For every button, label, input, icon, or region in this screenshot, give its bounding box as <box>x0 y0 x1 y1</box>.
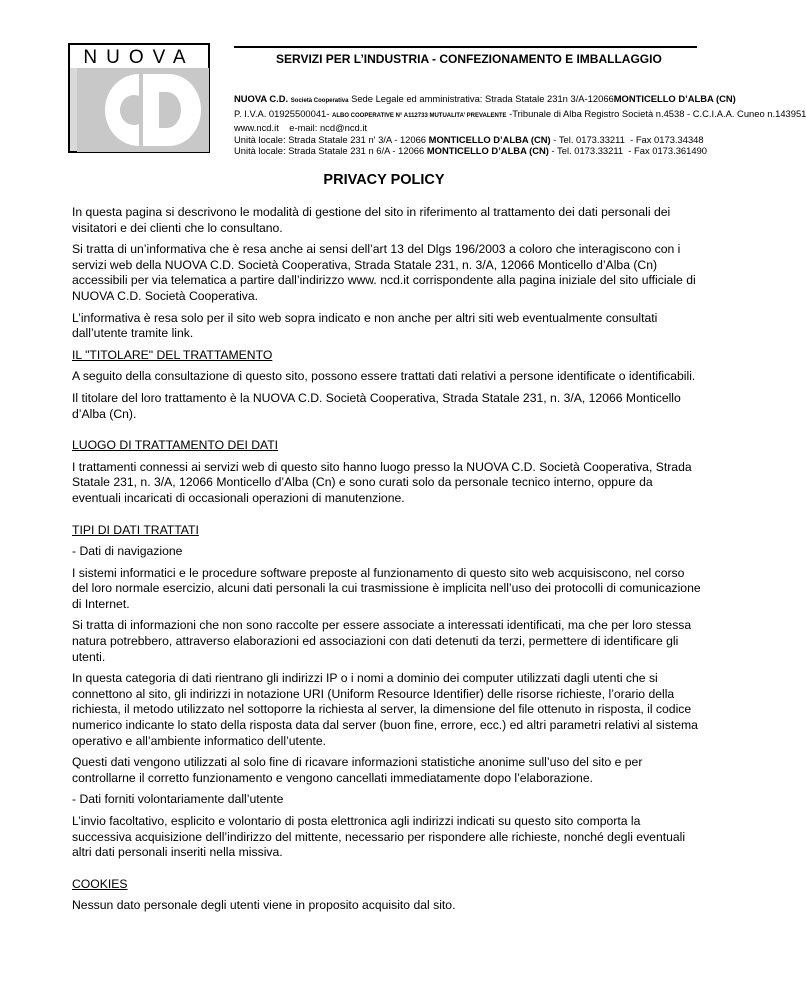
header-rule <box>234 46 697 48</box>
tipi-paragraph-4: Questi dati vengono utilizzati al solo fine di ricavare informazioni statistiche anonime sull’uso del sito e per controllarne il corretto funzionamento e vengono cancellati immediatamente dopo l’elaborazione. <box>72 755 643 785</box>
piva: P. I.V.A. 01925500041- <box>234 107 330 119</box>
logo-text: NUOVA <box>83 47 195 68</box>
albo: ALBO COOPERATIVE N° A112733 MUTUALITA’ PREVALENTE <box>332 112 507 119</box>
email: e-mail: ncd@ncd.it <box>289 122 368 134</box>
titolare-paragraph-1: A seguito della consultazione di questo sito, possono essere trattati dati relativi a persone identificate o identificabili. <box>72 369 696 384</box>
unit1-city: MONTICELLO D’ALBA (CN) <box>428 133 551 145</box>
sede-line: Sede Legale ed amministrativa: Strada Statale 231n 3/A-12066 <box>351 93 614 104</box>
tribunale: -Tribunale di Alba Registro Società n.4538 - C.C.I.A.A. Cuneo n.143951 <box>509 107 806 119</box>
unit2-tel: - Tel. 0173.33211 <box>551 145 624 157</box>
company-info <box>234 93 806 157</box>
unit1-fax: - Fax 0173.34348 <box>630 133 704 145</box>
heading-cookies: COOKIES <box>72 876 128 891</box>
heading-luogo: LUOGO DI TRATTAMENTO DEI DATI <box>72 438 279 453</box>
tipi-paragraph-2: Si tratta di informazioni che non sono raccolte per essere associate a interessati identificati, ma che per loro stessa natura potrebbero, attraverso elaborazioni ed associazioni con dati detenuti da terzi, permettere di identificare gli utenti. <box>72 618 692 664</box>
unit2-city: MONTICELLO D’ALBA (CN) <box>426 145 549 157</box>
page-title: PRIVACY POLICY <box>323 172 445 188</box>
sede-city: MONTICELLO D’ALBA (CN) <box>613 93 736 104</box>
intro-paragraph-1: In questa pagina si descrivono le modalità di gestione del sito in riferimento al trattamento dei dati personali dei visitatori e dei clienti che lo consultano. <box>72 205 671 235</box>
header-title: SERVIZI PER L’INDUSTRIA - CONFEZIONAMENTO E IMBALLAGGIO <box>276 52 662 66</box>
cookies-paragraph: Nessun dato personale degli utenti viene in proposito acquisito dal sito. <box>72 898 456 913</box>
website: www.ncd.it <box>234 122 279 134</box>
unit2-address: Unità locale: Strada Statale 231 n 6/A - 12066 <box>234 145 425 157</box>
tipi-paragraph-5: L’invio facoltativo, esplicito e volontario di posta elettronica agli indirizzi indicati su questo sito comporta la successiva acquisizione dell’indirizzo del mittente, necessario per rispondere alle richieste, nonché degli eventuali altri dati personali inseriti nella missiva. <box>72 814 686 860</box>
unit2-fax: - Fax 0173.361490 <box>628 145 708 157</box>
intro-paragraph-2: Si tratta di un’informativa che è resa anche ai sensi dell’art 13 del Dlgs 196/2003 a coloro che interagiscono con i servizi web della NUOVA C.D. Società Cooperativa, Strada Statale 231, n. 3/A, 12066 Monticello d’Alba (Cn) accessibili per via telematica a partire dall’indirizzo www. ncd.it corrispondente alla pagina iniziale del sito ufficiale di NUOVA C.D. Società Cooperativa. <box>72 242 696 303</box>
titolare-paragraph-2: Il titolare del loro trattamento è la NUOVA C.D. Società Cooperativa, Strada Statale 231, n. 3/A, 12066 Monticello d’Alba (Cn). <box>72 390 681 421</box>
tipi-subheading-2: - Dati forniti volontariamente dall’utente <box>72 792 284 807</box>
tipi-paragraph-1: I sistemi informatici e le procedure software preposte al funzionamento di questo sito web acquisiscono, nel corso del loro normale esercizio, alcuni dati personali la cui trasmissione è implicita nell’uso dei protocolli di comunicazione di Internet. <box>72 565 701 611</box>
unit1-tel: - Tel. 0173.33211 <box>553 133 625 145</box>
tipi-paragraph-3: In questa categoria di dati rientrano gli indirizzi IP o i nomi a dominio dei computer utilizzati dagli utenti che si connettono al sito, gli indirizzi in notazione URI (Uniform Resource Identifier) delle risorse richieste, l’orario della richiesta, il metodo utilizzato nel sottoporre la richiesta al server, la dimensione del file ottenuto in risposta, il codice numerico indicante lo stato della risposta data dal server (buon fine, errore, ecc.) ed altri parametri relativi al sistema operativo e all’ambiente informatico dell’utente. <box>72 671 698 748</box>
heading-titolare: IL "TITOLARE" DEL TRATTAMENTO <box>72 347 273 362</box>
company-logo <box>69 44 209 152</box>
unit1-address: Unità locale: Strada Statale 231 n' 3/A - 12066 <box>234 133 427 145</box>
tipi-subheading-1: - Dati di navigazione <box>72 544 183 559</box>
luogo-paragraph: I trattamenti connessi ai servizi web di questo sito hanno luogo presso la NUOVA C.D. Società Cooperativa, Strada Statale 231, n. 3/A, 12066 Monticello d’Alba (Cn) e sono curati solo da personale tecnico interno, oppure da eventuali incaricati di occasionali operazioni di manutenzione. <box>72 459 692 505</box>
company-type: Società Cooperativa <box>290 98 349 104</box>
company-name: NUOVA C.D. <box>234 93 289 104</box>
intro-paragraph-3: L’informativa è resa solo per il sito web sopra indicato e non anche per altri siti web eventualmente consultati dall’utente tramite link. <box>72 310 658 341</box>
heading-tipi: TIPI DI DATI TRATTATI <box>72 522 199 537</box>
document-body <box>72 205 702 920</box>
